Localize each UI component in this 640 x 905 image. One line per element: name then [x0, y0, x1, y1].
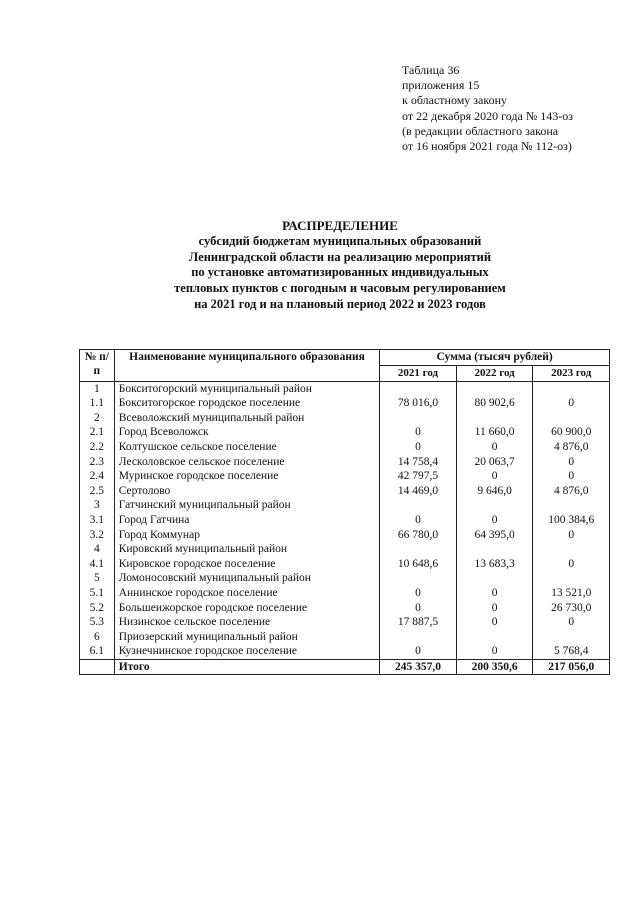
- table-row: [80, 630, 610, 645]
- row-number: 4: [80, 542, 115, 557]
- row-value-2021: [380, 381, 457, 396]
- row-value-2021: 14 758,4: [380, 455, 457, 470]
- row-value-2021: [380, 498, 457, 513]
- total-row: [80, 659, 610, 675]
- row-value-2023: 60 900,0: [533, 425, 610, 440]
- row-value-2023: 0: [533, 455, 610, 470]
- table-row: [80, 542, 610, 557]
- row-name: Кузнечнинское городское поселение: [114, 644, 380, 659]
- row-value-2022: 9 646,0: [456, 484, 533, 499]
- total-label: Итого: [114, 659, 380, 675]
- row-value-2022: 64 395,0: [456, 528, 533, 543]
- header-line: приложения 15: [402, 78, 480, 93]
- header-line: (в редакции областного закона: [402, 123, 559, 138]
- row-name: Город Коммунар: [114, 528, 380, 543]
- row-value-2021: 0: [380, 440, 457, 455]
- table-row: [80, 586, 610, 601]
- row-name: Ломоносовский муниципальный район: [114, 571, 380, 586]
- title-line: по установке автоматизированных индивидуальных: [191, 265, 489, 280]
- row-number: 2.2: [80, 440, 115, 455]
- column-header-year: 2021 год: [380, 365, 457, 381]
- row-value-2023: [533, 498, 610, 513]
- row-number: 2.1: [80, 425, 115, 440]
- row-value-2021: 0: [380, 425, 457, 440]
- table-body: [80, 381, 610, 675]
- row-number: 1: [80, 381, 115, 396]
- row-value-2022: 13 683,3: [456, 557, 533, 572]
- document-header: [402, 63, 632, 154]
- header-line: от 22 декабря 2020 года № 143-оз: [402, 108, 574, 123]
- row-name: Колтушское сельское поселение: [114, 440, 380, 455]
- row-name: Город Всеволожск: [114, 425, 380, 440]
- header-line: к областному закону: [402, 93, 508, 108]
- row-number: 3: [80, 498, 115, 513]
- row-value-2021: 42 797,5: [380, 469, 457, 484]
- row-number: 4.1: [80, 557, 115, 572]
- row-name: Муринское городское поселение: [114, 469, 380, 484]
- row-name: Большеижорское городское поселение: [114, 601, 380, 616]
- table-row: [80, 396, 610, 411]
- table-row: [80, 557, 610, 572]
- column-header-name: Наименование муниципального образования: [114, 350, 380, 382]
- row-number: 3.1: [80, 513, 115, 528]
- row-value-2023: 0: [533, 396, 610, 411]
- row-name: Низинское сельское поселение: [114, 615, 380, 630]
- row-value-2022: 11 660,0: [456, 425, 533, 440]
- row-value-2023: 13 521,0: [533, 586, 610, 601]
- column-header-year: 2022 год: [456, 365, 533, 381]
- table-row: [80, 498, 610, 513]
- table-row: [80, 440, 610, 455]
- row-name: Город Гатчина: [114, 513, 380, 528]
- table-row: [80, 528, 610, 543]
- row-value-2021: [380, 542, 457, 557]
- table-row: [80, 381, 610, 396]
- row-name: Сертолово: [114, 484, 380, 499]
- row-number: 5: [80, 571, 115, 586]
- row-number: 6: [80, 630, 115, 645]
- row-value-2022: 0: [456, 615, 533, 630]
- row-value-2022: 0: [456, 644, 533, 659]
- header-line: Таблица 36: [402, 63, 460, 77]
- table-row: [80, 425, 610, 440]
- row-number: 5.1: [80, 586, 115, 601]
- row-value-2022: 20 063,7: [456, 455, 533, 470]
- row-value-2021: 66 780,0: [380, 528, 457, 543]
- title-line: субсидий бюджетам муниципальных образований: [198, 233, 482, 248]
- row-name: Гатчинский муниципальный район: [114, 498, 380, 513]
- row-number: 6.1: [80, 644, 115, 659]
- row-value-2023: [533, 542, 610, 557]
- table-row: [80, 484, 610, 499]
- row-name: Бокситогорское городское поселение: [114, 396, 380, 411]
- header-line: от 16 ноября 2021 года № 112-оз): [402, 139, 572, 154]
- row-value-2022: [456, 411, 533, 426]
- table-row: [80, 469, 610, 484]
- row-name: Кировский муниципальный район: [114, 542, 380, 557]
- row-value-2023: [533, 630, 610, 645]
- row-value-2022: 80 902,6: [456, 396, 533, 411]
- row-value-2022: [456, 571, 533, 586]
- row-value-2023: 4 876,0: [533, 440, 610, 455]
- row-number: 3.2: [80, 528, 115, 543]
- row-number: 5.3: [80, 615, 115, 630]
- row-value-2021: 0: [380, 586, 457, 601]
- total-value-2023: 217 056,0: [533, 659, 610, 675]
- row-value-2023: 26 730,0: [533, 601, 610, 616]
- row-value-2023: 100 384,6: [533, 513, 610, 528]
- row-value-2022: 0: [456, 513, 533, 528]
- table-row: [80, 601, 610, 616]
- table-row: [80, 571, 610, 586]
- row-number: 2.4: [80, 469, 115, 484]
- row-value-2023: [533, 571, 610, 586]
- row-value-2021: [380, 411, 457, 426]
- total-value-2022: 200 350,6: [456, 659, 533, 675]
- row-value-2021: [380, 630, 457, 645]
- column-header-number: № п/п: [80, 350, 115, 382]
- row-name: Всеволожский муниципальный район: [114, 411, 380, 426]
- row-value-2023: 4 876,0: [533, 484, 610, 499]
- table-row: [80, 615, 610, 630]
- row-value-2023: [533, 381, 610, 396]
- row-value-2022: 0: [456, 586, 533, 601]
- total-number-cell: [80, 659, 115, 675]
- title-line: Ленинградской области на реализацию мероприятий: [188, 249, 492, 264]
- row-value-2022: [456, 381, 533, 396]
- row-value-2023: 0: [533, 528, 610, 543]
- row-value-2023: 0: [533, 469, 610, 484]
- row-value-2021: 17 887,5: [380, 615, 457, 630]
- row-name: Лесколовское сельское поселение: [114, 455, 380, 470]
- total-value-2021: 245 357,0: [380, 659, 457, 675]
- document-title: [100, 218, 580, 313]
- row-value-2021: 10 648,6: [380, 557, 457, 572]
- row-value-2023: 0: [533, 557, 610, 572]
- row-value-2022: [456, 498, 533, 513]
- row-value-2021: 78 016,0: [380, 396, 457, 411]
- row-value-2021: 0: [380, 513, 457, 528]
- table-row: [80, 513, 610, 528]
- row-value-2021: 0: [380, 601, 457, 616]
- row-value-2021: [380, 571, 457, 586]
- row-number: 1.1: [80, 396, 115, 411]
- title-line: РАСПРЕДЕЛЕНИЕ: [282, 218, 398, 233]
- table-row: [80, 455, 610, 470]
- row-number: 2: [80, 411, 115, 426]
- row-value-2022: 0: [456, 601, 533, 616]
- column-header-year: 2023 год: [533, 365, 610, 381]
- distribution-table: [79, 349, 610, 675]
- row-name: Бокситогорский муниципальный район: [114, 381, 380, 396]
- row-value-2022: [456, 630, 533, 645]
- row-name: Аннинское городское поселение: [114, 586, 380, 601]
- row-value-2021: 0: [380, 644, 457, 659]
- title-line: на 2021 год и на плановый период 2022 и 2023 годов: [194, 296, 486, 311]
- title-line: тепловых пунктов с погодным и часовым регулированием: [174, 281, 506, 296]
- row-name: Кировское городское поселение: [114, 557, 380, 572]
- table-row: [80, 411, 610, 426]
- row-value-2022: 0: [456, 469, 533, 484]
- column-header-sum: Сумма (тысяч рублей): [380, 350, 610, 366]
- row-value-2022: [456, 542, 533, 557]
- row-value-2023: 0: [533, 615, 610, 630]
- row-value-2022: 0: [456, 440, 533, 455]
- row-number: 2.3: [80, 455, 115, 470]
- row-number: 5.2: [80, 601, 115, 616]
- row-value-2023: 5 768,4: [533, 644, 610, 659]
- row-value-2023: [533, 411, 610, 426]
- row-number: 2.5: [80, 484, 115, 499]
- row-name: Приозерский муниципальный район: [114, 630, 380, 645]
- table-row: [80, 644, 610, 659]
- row-value-2021: 14 469,0: [380, 484, 457, 499]
